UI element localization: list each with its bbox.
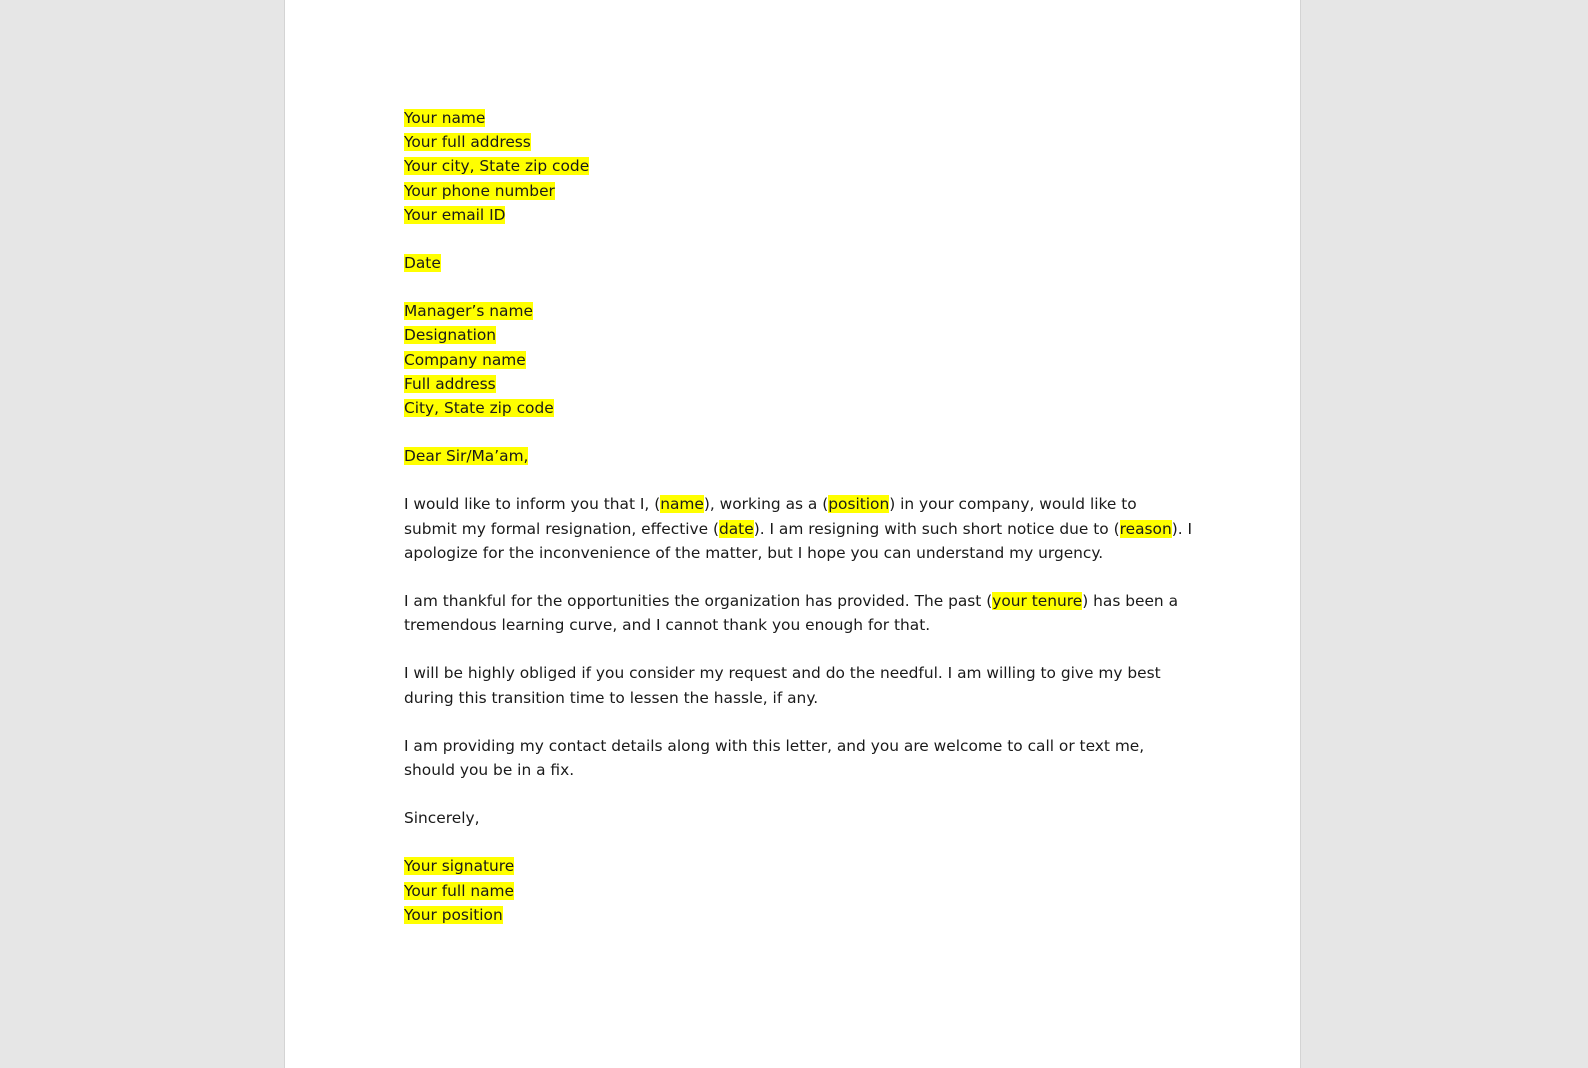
p2-text-2: ) has been a tremendous learning curve, and I cannot thank you enough for that. [404,592,1179,635]
signature-block [404,854,1194,927]
recipient-designation[interactable]: Designation [404,326,497,345]
recipient-city[interactable]: City, State zip code [404,399,554,418]
paragraph-4[interactable]: I am providing my contact details along with this letter, and you are welcome to call or text me, should you be in a fix. [404,736,1145,780]
recipient-block [404,299,1194,420]
p1-text-2: ), working as a ( [703,495,829,514]
letter-body[interactable] [404,106,1194,951]
document-page [284,0,1301,1068]
signature-position[interactable]: Your position [404,905,503,924]
sender-phone[interactable]: Your phone number [404,181,555,200]
p1-reason-placeholder[interactable]: reason [1119,519,1172,538]
date-block [404,251,1194,275]
sender-city[interactable]: Your city, State zip code [404,157,590,176]
p1-text-1: I would like to inform you that I, ( [404,495,661,514]
paragraph-2[interactable] [404,589,1194,637]
salutation[interactable]: Dear Sir/Ma’am, [404,447,529,466]
p2-text-1: I am thankful for the opportunities the organization has provided. The past ( [404,592,993,611]
p1-position-placeholder[interactable]: position [828,495,890,514]
closing[interactable]: Sincerely, [404,809,480,828]
p1-date-placeholder[interactable]: date [718,519,754,538]
salutation-block [404,444,1194,468]
sender-block [404,106,1194,227]
paragraph-3[interactable]: I will be highly obliged if you consider my request and do the needful. I am willing to give my best during this transition time to lessen the hassle, if any. [404,664,1161,707]
signature-placeholder[interactable]: Your signature [404,857,515,876]
sender-address[interactable]: Your full address [404,133,531,152]
recipient-manager[interactable]: Manager’s name [404,302,533,321]
p1-text-5: ). I apologize for the inconvenience of the matter, but I hope you can understand my urgency. [404,519,1193,562]
paragraph-1[interactable] [404,492,1194,565]
closing-block [404,806,1194,830]
p1-text-4: ). I am resigning with such short notice due to ( [753,519,1120,538]
recipient-address[interactable]: Full address [404,374,496,393]
recipient-company[interactable]: Company name [404,350,526,369]
p1-text-3: ) in your company, would like to submit my formal resignation, effective ( [404,495,1137,538]
p1-name-placeholder[interactable]: name [660,495,704,514]
letter-date[interactable]: Date [404,254,441,273]
signature-full-name[interactable]: Your full name [404,881,515,900]
sender-name[interactable]: Your name [404,109,486,127]
sender-email[interactable]: Your email ID [404,205,506,224]
p2-tenure-placeholder[interactable]: your tenure [992,592,1083,611]
